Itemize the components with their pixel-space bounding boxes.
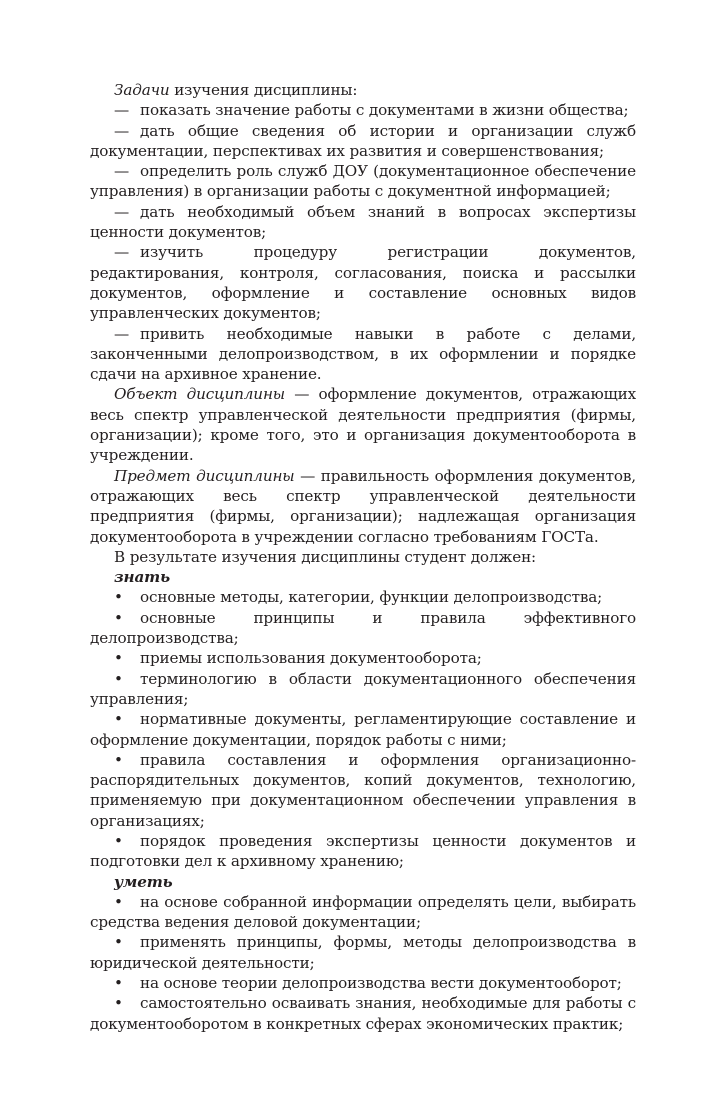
bullet-item-text: основные принципы и правила эффективного делопроизводства;	[90, 608, 636, 648]
bullet-marker: •	[114, 933, 123, 952]
bullet-item	[90, 932, 636, 973]
bullet-item-text: на основе собранной информации определять цели, выбирать средства ведения деловой документации;	[90, 892, 636, 932]
dash-item	[90, 324, 636, 385]
dash-marker: —	[114, 121, 130, 140]
dash-item	[90, 121, 636, 162]
tasks-intro-text: изучения дисциплины:	[169, 81, 358, 99]
paragraph-subject	[90, 466, 636, 547]
bullet-item	[90, 608, 636, 649]
tasks-label: Задачи	[114, 81, 170, 99]
heading-be-able: уметь	[114, 872, 173, 891]
dash-item	[90, 100, 636, 120]
object-text: — оформление документов, отражающих весь спектр управленческой деятельности предприятия (фирмы, организации); кроме того, это и организация документооборота в учреждении.	[90, 385, 636, 465]
bullet-item-text: основные методы, категории, функции делопроизводства;	[140, 588, 603, 607]
dash-item	[90, 242, 636, 323]
heading-know: знать	[114, 568, 170, 587]
dash-item	[90, 161, 636, 202]
bullet-marker: •	[114, 608, 123, 627]
bullet-item-text: порядок проведения экспертизы ценности документов и подготовки дел к архивному хранению;	[90, 831, 636, 871]
bullet-item-text: на основе теории делопроизводства вести документооборот;	[140, 974, 622, 993]
dash-item-text: определить роль служб ДОУ (документационное обеспечение управления) в организации работы с документной информацией;	[90, 162, 636, 201]
dash-marker: —	[114, 101, 130, 120]
bullet-item-text: правила составления и оформления организационно-распорядительных документов, копий документов, технологию, применяемую при документационном обеспечении управления в организациях;	[90, 750, 636, 830]
bullet-marker: •	[114, 710, 123, 729]
bullet-item	[90, 750, 636, 831]
dash-item-text: изучить процедуру регистрации документов, редактирования, контроля, согласования, поиска и рассылки документов, оформление и составление основных видов управленческих документов;	[90, 243, 636, 323]
bullet-item-text: терминологию в области документационного обеспечения управления;	[90, 669, 636, 708]
dash-item-text: дать общие сведения об истории и организации служб документации, перспективах их развития и совершенствования;	[90, 121, 636, 160]
paragraph-result-intro: В результате изучения дисциплины студент должен:	[114, 547, 537, 566]
subject-label: Предмет дисциплины	[114, 466, 295, 485]
document-page	[90, 80, 636, 1034]
subject-text: — правильность оформления документов, отражающих весь спектр управленческой деятельности предприятия (фирмы, организации); надлежащая организация документооборота в учреждении согласно требованиям ГОСТа.	[90, 466, 636, 546]
bullet-item-text: приемы использования документооборота;	[140, 649, 482, 668]
bullet-marker: •	[114, 994, 123, 1013]
bullet-marker: •	[114, 974, 123, 993]
bullet-marker: •	[114, 831, 123, 850]
dash-marker: —	[114, 324, 130, 343]
paragraph-object	[90, 384, 636, 465]
bullet-item-text: применять принципы, формы, методы делопроизводства в юридической деятельности;	[90, 933, 636, 972]
bullet-marker: •	[114, 669, 123, 688]
bullet-item	[90, 892, 636, 933]
bullet-item	[90, 973, 636, 993]
bullet-item	[90, 587, 636, 607]
object-label: Объект дисциплины	[114, 385, 286, 404]
dash-marker: —	[114, 162, 130, 181]
bullet-marker: •	[114, 892, 123, 911]
dash-item	[90, 202, 636, 243]
dash-marker: —	[114, 243, 130, 262]
bullet-marker: •	[114, 588, 123, 607]
bullet-marker: •	[114, 649, 123, 668]
dash-item-text: привить необходимые навыки в работе с делами, законченными делопроизводством, в их оформлении и порядке сдачи на архивное хранение.	[90, 324, 636, 384]
bullet-marker: •	[114, 750, 123, 769]
dash-item-text: показать значение работы с документами в жизни общества;	[140, 101, 629, 120]
bullet-item	[90, 669, 636, 710]
bullet-item	[90, 993, 636, 1034]
bullet-item	[90, 831, 636, 872]
bullet-item-text: нормативные документы, регламентирующие составление и оформление документации, порядок работы с ними;	[90, 710, 636, 749]
dash-item-text: дать необходимый объем знаний в вопросах экспертизы ценности документов;	[90, 202, 636, 242]
paragraph-tasks-intro	[90, 80, 636, 100]
bullet-item	[90, 709, 636, 750]
dash-marker: —	[114, 202, 130, 221]
bullet-item-text: самостоятельно осваивать знания, необходимые для работы с документооборотом в конкретных сферах экономических практик;	[90, 994, 636, 1033]
bullet-item	[90, 648, 636, 668]
